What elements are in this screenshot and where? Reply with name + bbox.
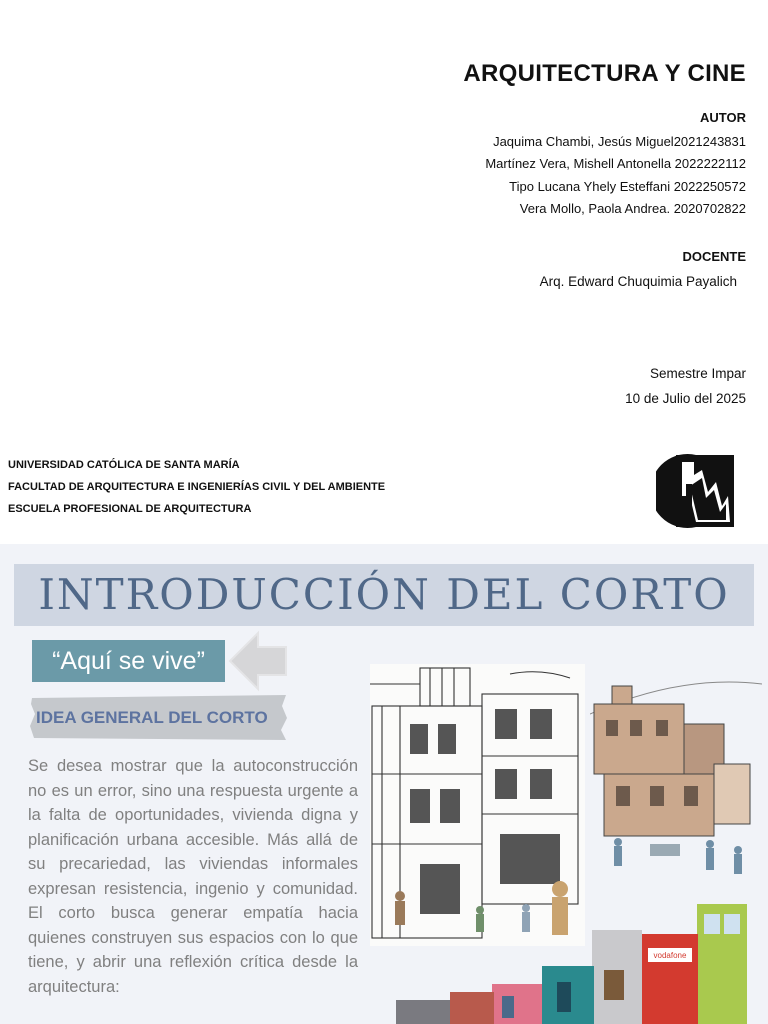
semester: Semestre Impar	[649, 366, 746, 381]
university-name: UNIVERSIDAD CATÓLICA DE SANTA MARÍA	[8, 459, 240, 471]
shop-sign: vodafone	[653, 951, 687, 960]
section-label: IDEA GENERAL DEL CORTO	[36, 708, 268, 727]
author-line: Vera Mollo, Paola Andrea. 2020702822	[519, 201, 746, 216]
school-name: ESCUELA PROFESIONAL DE ARQUITECTURA	[8, 503, 252, 515]
document-title: ARQUITECTURA Y CINE	[463, 60, 746, 87]
street-storefronts-illustration	[392, 900, 752, 1024]
teacher-name: Arq. Edward Chuquimia Payalich	[539, 274, 737, 289]
teacher-label: DOCENTE	[682, 249, 746, 264]
intro-paragraph: Se desea mostrar que la autoconstrucción no es un error, sino una respuesta urgente a la falta de oportunidades, vivienda digna y planificación urbana accesible. Más allá de su precariedad, las viviendas informales expresan resistencia, ingenio y comunidad. El corto busca generar empatía hacia quienes construyen sus espacios con lo que tiene, y abrir una reflexión crítica desde la arquitectura:	[28, 757, 358, 996]
author-line: Tipo Lucana Yhely Esteffani 2022250572	[509, 179, 746, 194]
quote-box: “Aquí se vive”	[32, 640, 225, 682]
arrow-left-icon	[226, 630, 290, 692]
hillside-housing-sketch	[590, 674, 762, 884]
intro-heading: INTRODUCCIÓN DEL CORTO	[38, 570, 730, 619]
university-logo	[656, 452, 736, 530]
author-line: Jaquima Chambi, Jesús Miguel2021243831	[493, 134, 746, 149]
faculty-name: FACULTAD DE ARQUITECTURA E INGENIERÍAS CIVIL Y DEL AMBIENTE	[8, 481, 386, 493]
author-line: Martínez Vera, Mishell Antonella 2022222112	[485, 156, 746, 171]
author-label: AUTOR	[700, 110, 746, 125]
intro-page	[0, 544, 768, 1024]
date: 10 de Julio del 2025	[625, 391, 746, 406]
